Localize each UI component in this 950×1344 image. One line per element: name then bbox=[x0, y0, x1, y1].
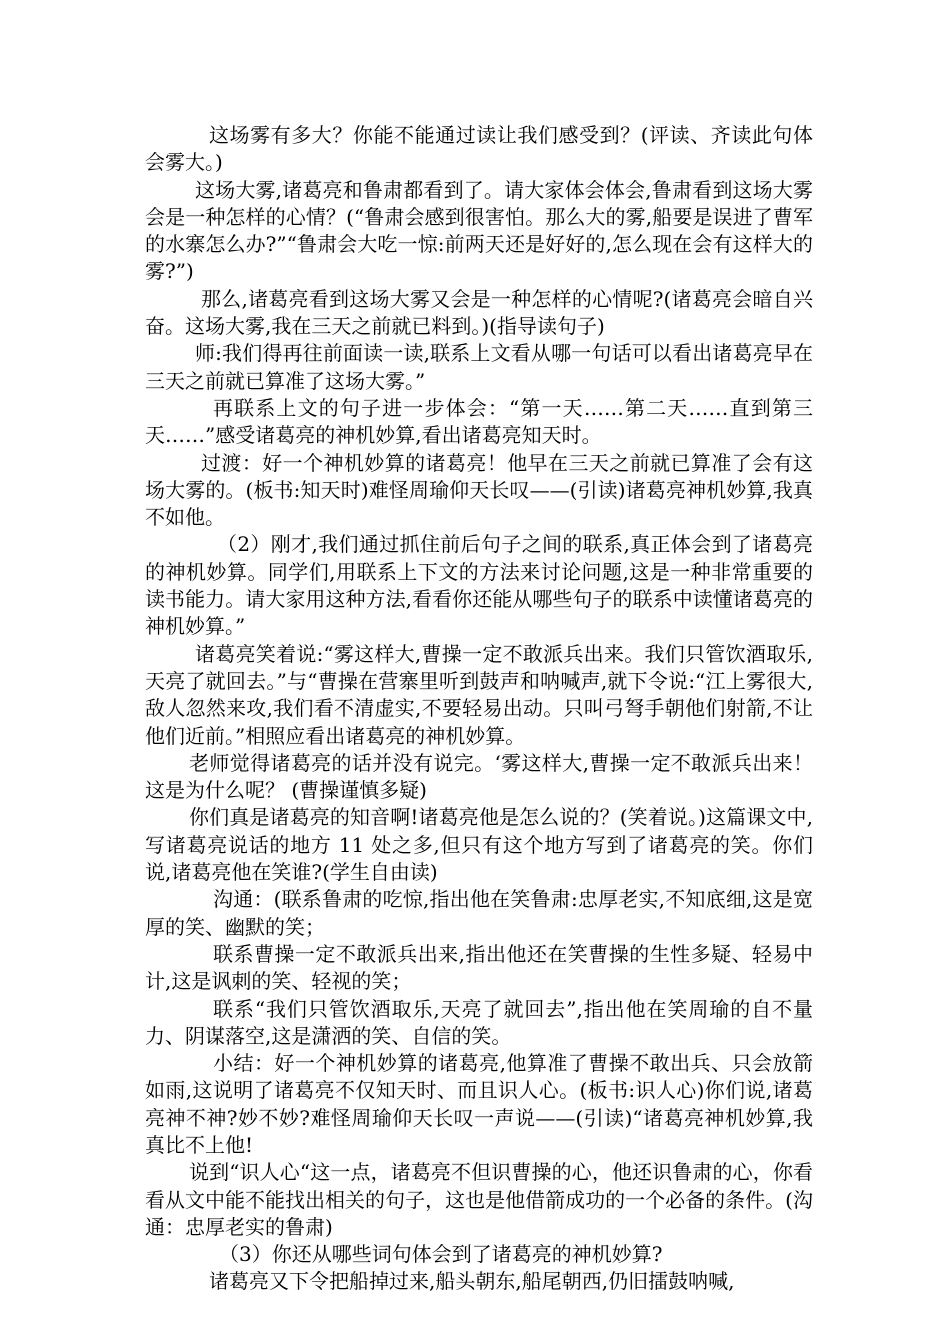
paragraph: 联系“我们只管饮酒取乐,天亮了就回去”,指出他在笑周瑜的自不量力、阴谋落空,这是潇洒的笑、自信的笑。 bbox=[145, 996, 813, 1048]
paragraph: （2）刚才,我们通过抓住前后句子之间的联系,真正体会到了诸葛亮的神机妙算。同学们,用联系上下文的方法来讨论问题,这是一种非常重要的读书能力。请大家用这种方法,看看你还能从哪些句子的联系中读懂诸葛亮的神机妙算。” bbox=[145, 532, 813, 639]
paragraph: 说到“识人心“这一点，诸葛亮不但识曹操的心，他还识鲁肃的心，你看看从文中能不能找出相关的句子，这也是他借箭成功的一个必备的条件。(沟通：忠厚老实的鲁肃) bbox=[145, 1160, 813, 1239]
paragraph: 你们真是诸葛亮的知音啊!诸葛亮他是怎么说的？(笑着说。)这篇课文中,写诸葛亮说话的地方 11 处之多,但只有这个地方写到了诸葛亮的笑。你们说,诸葛亮他在笑谁?(学生自由读) bbox=[145, 805, 813, 885]
paragraph: 诸葛亮笑着说:“雾这样大,曹操一定不敢派兵出来。我们只管饮酒取乐,天亮了就回去。”与“曹操在营寨里听到鼓声和呐喊声,就下令说:“江上雾很大,敌人忽然来攻,我们看不清虚实,不要轻易出动。只叫弓弩手朝他们射箭,不让他们近前。”相照应看出诸葛亮的神机妙算。 bbox=[145, 641, 813, 748]
document-body bbox=[145, 122, 813, 1296]
paragraph: 这场大雾,诸葛亮和鲁肃都看到了。请大家体会体会,鲁肃看到这场大雾会是一种怎样的心情？(“鲁肃会感到很害怕。那么大的雾,船要是误进了曹军的水寨怎么办?”“鲁肃会大吃一惊:前两天还是好好的,怎么现在会有这样大的雾?”) bbox=[145, 177, 813, 284]
paragraph: 再联系上文的句子进一步体会：“第一天……第二天……直到第三天……”感受诸葛亮的神机妙算,看出诸葛亮知天时。 bbox=[145, 395, 813, 448]
paragraph: 诸葛亮又下令把船掉过来,船头朝东,船尾朝西,仍旧擂鼓呐喊, bbox=[209, 1269, 735, 1294]
paragraph: 小结：好一个神机妙算的诸葛亮,他算准了曹操不敢出兵、只会放箭如雨,这说明了诸葛亮不仅知天时、而且识人心。(板书:识人心)你们说,诸葛亮神不神?妙不妙?难怪周瑜仰天长叹一声说——(引读)“诸葛亮神机妙算,我真比不上他! bbox=[145, 1051, 813, 1157]
paragraph: 沟通：(联系鲁肃的吃惊,指出他在笑鲁肃:忠厚老实,不知底细,这是宽厚的笑、幽默的笑； bbox=[145, 887, 813, 939]
paragraph: 联系曹操一定不敢派兵出来,指出他还在笑曹操的生性多疑、轻易中计,这是讽刺的笑、轻视的笑； bbox=[145, 941, 813, 994]
paragraph: 师:我们得再往前面读一读,联系上文看从哪一句话可以看出诸葛亮早在三天之前就已算准了这场大雾。” bbox=[145, 341, 813, 393]
paragraph: 这场雾有多大？你能不能通过读让我们感受到？(评读、齐读此句体会雾大。) bbox=[145, 123, 813, 175]
paragraph: 过渡：好一个神机妙算的诸葛亮！他早在三天之前就已算准了会有这场大雾的。(板书:知天时)难怪周瑜仰天长叹——(引读)诸葛亮神机妙算,我真不如他。 bbox=[145, 450, 813, 530]
paragraph: （3）你还从哪些词句体会到了诸葛亮的神机妙算? bbox=[219, 1242, 663, 1267]
paragraph: 老师觉得诸葛亮的话并没有说完。‘雾这样大,曹操一定不敢派兵出来！这是为什么呢？ (曹操谨慎多疑) bbox=[145, 750, 813, 803]
paragraph: 那么,诸葛亮看到这场大雾又会是一种怎样的心情呢?(诸葛亮会暗自兴奋。这场大雾,我在三天之前就已料到。)(指导读句子) bbox=[145, 286, 813, 339]
